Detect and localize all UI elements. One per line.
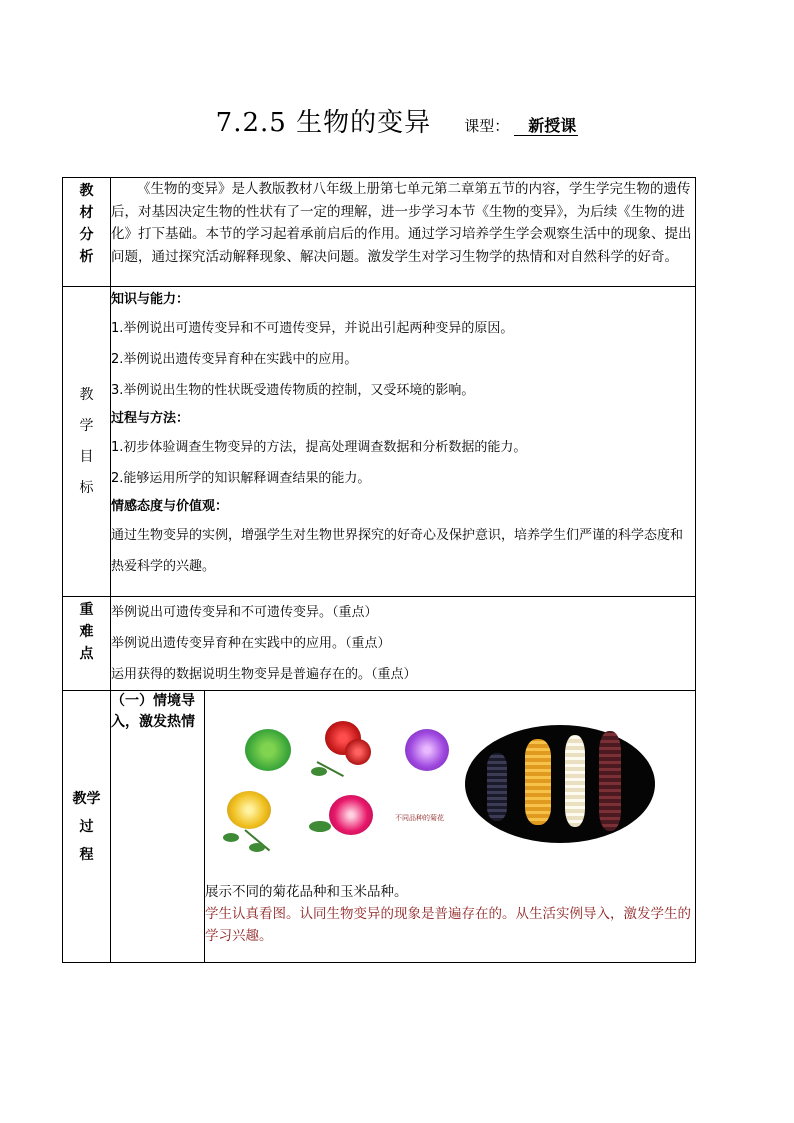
process-heading: 过程与方法： <box>111 411 190 426</box>
knowledge-item: 3.举例说出生物的性状既受遗传物质的控制，又受环境的影响。 <box>111 383 475 398</box>
focus-item: 举例说出可遗传变异和不可遗传变异。（重点） <box>111 605 378 620</box>
analysis-label: 教 材 分 析 <box>63 178 111 287</box>
knowledge-item: 1.举例说出可遗传变异和不可遗传变异，并说出引起两种变异的原因。 <box>111 321 514 336</box>
pink-chrysanthemum-image <box>329 795 373 835</box>
variety-images <box>205 691 695 863</box>
emotion-heading: 情感态度与价值观： <box>111 499 229 514</box>
purple-chrysanthemum-image <box>405 729 449 771</box>
goals-label: 教 学 目 标 <box>63 287 111 597</box>
process-step-title: （一）情境导入，激发热情 <box>111 691 205 963</box>
analysis-text: 《生物的变异》是人教版教材八年级上册第七单元第二章第五节的内容，学生学完生物的遗传后，对基因决定生物的性状有了一定的理解，进一步学习本节《生物的变异》，为后续《生物的进化》打下基础。本节的学习起着承前启后的作用。通过学习培养学生学会观察生活中的现象、提出问题，通过探究活动解释现象、解决问题。激发学生对学习生物学的热情和对自然科学的好奇。 <box>111 178 696 287</box>
process-item: 2.能够运用所学的知识解释调查结果的能力。 <box>111 471 371 486</box>
analysis-row <box>63 178 696 287</box>
process-item: 1.初步体验调查生物变异的方法，提高处理调查数据和分析数据的能力。 <box>111 440 527 455</box>
corn-image <box>465 725 655 843</box>
red-chrysanthemum-image <box>345 739 371 765</box>
black-corn <box>487 753 507 821</box>
emotion-text: 通过生物变异的实例，增强学生对生物世界探究的好奇心及保护意识，培养学生们严谨的科学态度和热爱科学的兴趣。 <box>111 528 684 574</box>
chrysanthemum-caption: 不同品种的菊花 <box>395 814 444 822</box>
process-row <box>63 691 696 963</box>
goals-row <box>63 287 696 597</box>
knowledge-heading: 知识与能力： <box>111 292 190 307</box>
focus-row <box>63 597 696 691</box>
lesson-title: 7.2.5 生物的变异 <box>215 108 432 138</box>
focus-item: 运用获得的数据说明生物变异是普遍存在的。（重点） <box>111 667 417 682</box>
focus-content <box>111 597 696 691</box>
process-caption: 展示不同的菊花品种和玉米品种。 <box>205 884 408 900</box>
student-note: 学生认真看图。认同生物变异的现象是普遍存在的。从生活实例导入，激发学生的学习兴趣。 <box>205 906 691 944</box>
knowledge-item: 2.举例说出遗传变异育种在实践中的应用。 <box>111 352 358 367</box>
goals-content <box>111 287 696 597</box>
focus-label: 重 难 点 <box>63 597 111 691</box>
lesson-type-label: 课型： <box>464 117 510 135</box>
purple-corn <box>599 731 621 831</box>
focus-item: 举例说出遗传变异育种在实践中的应用。（重点） <box>111 636 391 651</box>
green-chrysanthemum-image <box>245 729 291 771</box>
yellow-corn <box>525 739 551 825</box>
page-title <box>0 102 794 139</box>
process-label: 教学 过 程 <box>63 691 111 963</box>
lesson-plan-table <box>62 177 696 963</box>
process-content <box>205 691 696 963</box>
lesson-type-value: 新授课 <box>514 116 578 136</box>
yellow-chrysanthemum-image <box>227 791 271 829</box>
white-corn <box>565 735 585 827</box>
